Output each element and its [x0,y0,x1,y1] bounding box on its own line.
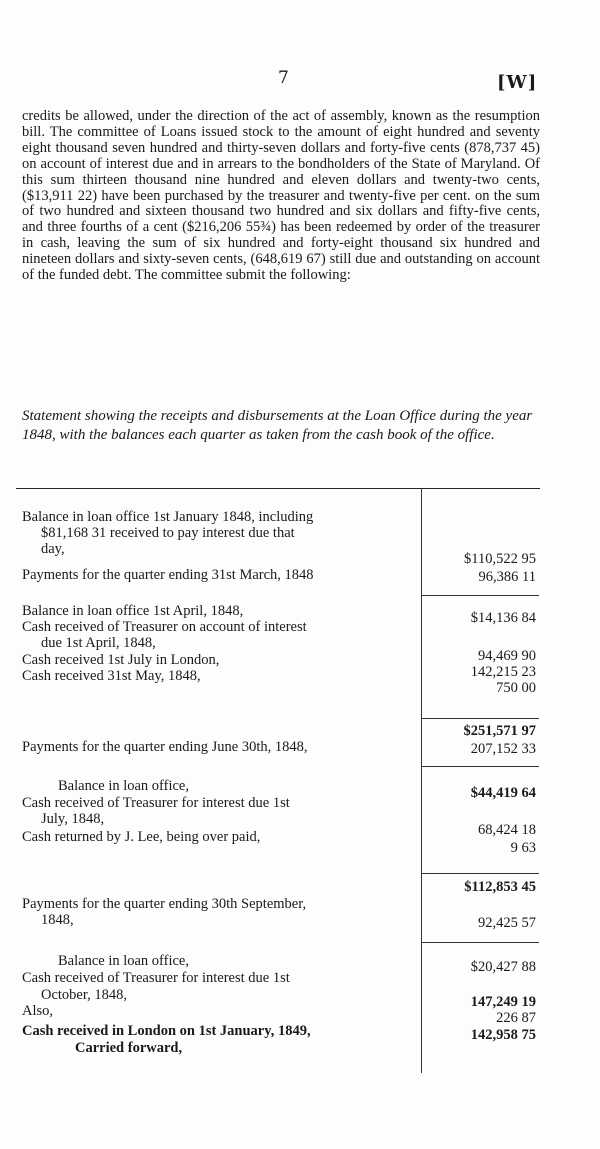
body-paragraph: credits be allowed, under the direction of the act of assembly, known as the resumption bill. The committee of Loans issued stock to the amount of eight hundred and seventy eight thousand seven hundred and thirty-seven dollars and forty-five cents (878,737 45) on account of interest due and in arrears to the bondholders of the State of Maryland. Of this sum thirteen thousand nine hundred and eleven dollars and twenty-two cents, ($13,911 22) have been purchased by the treasurer and twenty-five per cent. on the sum of two hundred and sixteen thousand two hundred and six dollars and fifty-five cents, and three fourths of a cent ($216,206 55¾) has been redeemed by order of the treasurer in cash, leaving the sum of six hundred and forty-eight thousand six hundred and nineteen dollars and sixty-seven cents, (648,619 67) still due and outstanding on account of the funded debt. The committee submit the following: [22,108,540,284]
ledger-amount: 96,386 11 [478,569,536,585]
ledger-label: Balance in loan office, [58,778,189,794]
ledger-label: Balance in loan office 1st April, 1848, [22,603,244,619]
separator [421,718,539,719]
ledger-amount: 142,215 23 [470,664,536,680]
ledger-amount: $44,419 64 [470,785,536,801]
ledger-label: Cash received of Treasurer for interest due 1st [22,970,290,986]
ledger-label: due 1st April, 1848, [41,635,156,651]
ledger-amount: 207,152 33 [470,741,536,757]
statement-title: Statement showing the receipts and disbursements at the Loan Office during the year 1848, with the balances each quarter as taken from the cash book of the office. [22,408,533,443]
separator [421,766,539,767]
ledger-amount: 226 87 [496,1010,536,1026]
separator [421,595,539,596]
ledger-label: July, 1848, [41,811,105,827]
ledger-label: Balance in loan office 1st January 1848, including [22,509,314,525]
ledger-amount: 147,249 19 [470,994,536,1010]
ledger-amount: 750 00 [496,680,536,696]
ledger-label: day, [41,541,65,557]
ledger-label: Payments for the quarter ending 31st March, 1848 [22,567,314,583]
ledger-label: Cash received of Treasurer for interest due 1st [22,795,290,811]
ledger-amount: 9 63 [510,840,536,856]
ledger-label: Cash received of Treasurer on account of interest [22,619,307,635]
ledger-amount: $251,571 97 [463,723,536,739]
ledger-label: Cash received in London on 1st January, 1849, [22,1023,311,1039]
amount-column-divider [421,488,422,1073]
ledger-amount: $20,427 88 [470,959,536,975]
ledger-amount: $112,853 45 [464,879,536,895]
ledger-amount: 94,469 90 [478,648,536,664]
ledger-label: Cash received 1st July in London, [22,652,220,668]
ledger-label: Cash returned by J. Lee, being over paid, [22,829,261,845]
ledger-amount: 142,958 75 [470,1027,536,1043]
ledger-amount: 68,424 18 [478,822,536,838]
ledger-amount: $14,136 84 [470,610,536,626]
ledger-amount: 92,425 57 [478,915,536,931]
separator [421,942,539,943]
ledger-amount: $110,522 95 [464,551,536,567]
page-number: 7 [278,68,289,88]
ledger-label: $81,168 31 received to pay interest due that [41,525,295,541]
ledger-label: Payments for the quarter ending June 30th, 1848, [22,739,308,755]
ledger-label: October, 1848, [41,987,127,1003]
ledger-label: Payments for the quarter ending 30th September, [22,896,307,912]
separator [421,873,539,874]
ledger-label: Cash received 31st May, 1848, [22,668,201,684]
ledger-label: Carried forward, [75,1040,183,1056]
ledger-label: Also, [22,1003,54,1019]
signature-mark: [W] [497,72,538,93]
table-top-rule [16,488,540,489]
ledger-label: 1848, [41,912,74,928]
ledger-label: Balance in loan office, [58,953,189,969]
